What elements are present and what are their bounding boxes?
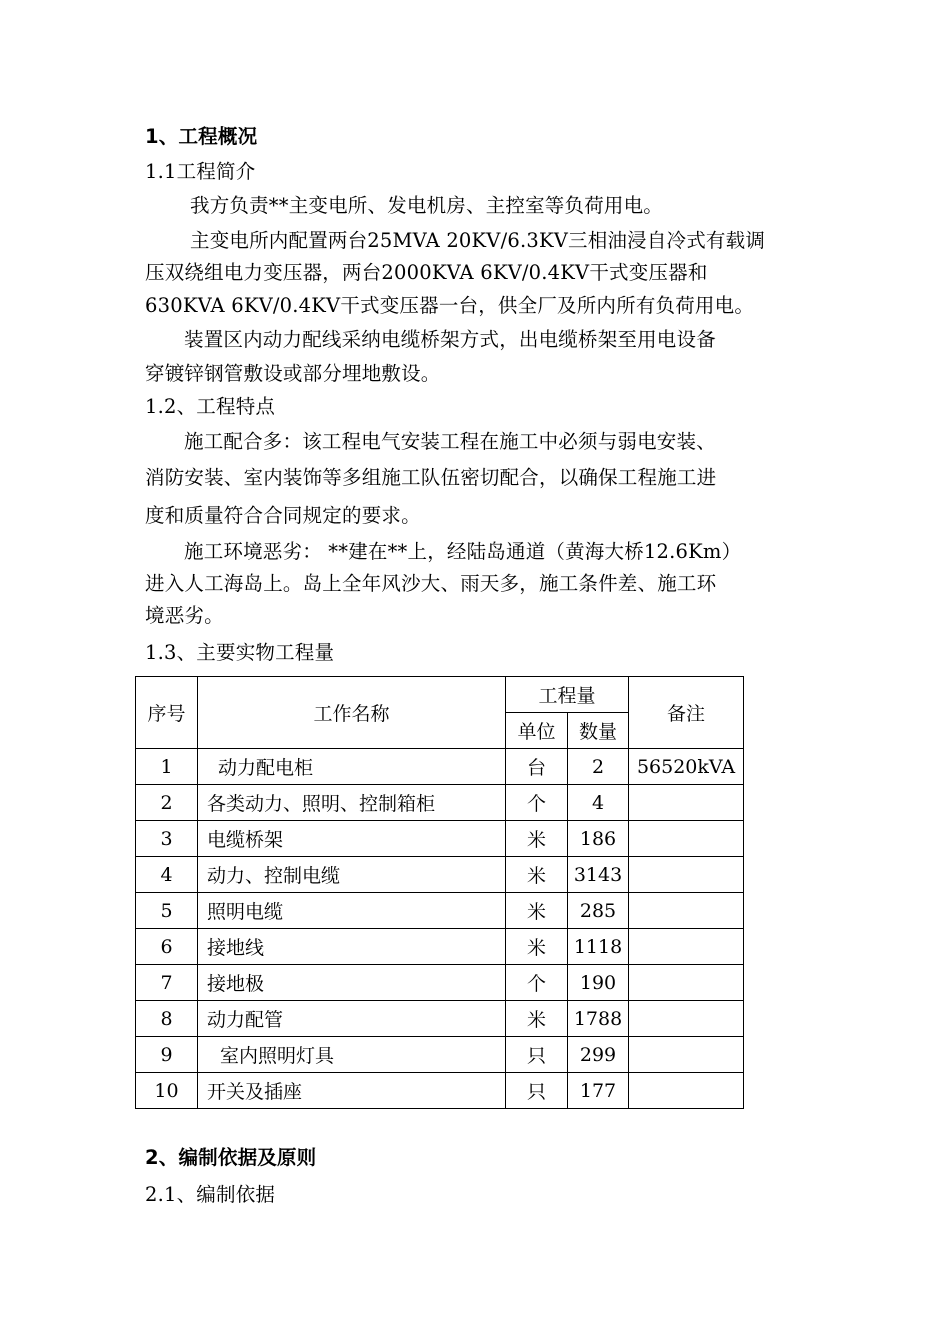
table-row — [136, 929, 744, 965]
cell-note — [629, 1001, 744, 1037]
cell-name: 照明电缆 — [198, 893, 506, 929]
table-row — [136, 965, 744, 1001]
table-row — [136, 1073, 744, 1109]
paragraph-text: 施工配合多：该工程电气安装工程在施工中必须与弱电安装、 — [184, 430, 716, 453]
cell-qty: 299 — [568, 1037, 629, 1073]
paragraph-text: 压双绕组电力变压器，两台2000KVA 6KV/0.4KV干式变压器和 — [145, 261, 708, 284]
cell-name: 动力、控制电缆 — [198, 857, 506, 893]
cell-no: 4 — [136, 857, 198, 893]
cell-qty: 186 — [568, 821, 629, 857]
cell-unit: 个 — [506, 965, 568, 1001]
cell-no: 5 — [136, 893, 198, 929]
cell-no: 7 — [136, 965, 198, 1001]
table-header-row — [136, 677, 744, 713]
paragraph-text: 消防安装、室内装饰等多组施工队伍密切配合，以确保工程施工进 — [145, 466, 717, 489]
cell-name: 接地线 — [198, 929, 506, 965]
paragraph-text: 装置区内动力配线采纳电缆桥架方式，出电缆桥架至用电设备 — [184, 328, 716, 351]
cell-qty: 2 — [568, 749, 629, 785]
cell-name: 动力配电柜 — [198, 749, 506, 785]
cell-note — [629, 893, 744, 929]
subsection-heading-1-2: 1.2、工程特点 — [145, 395, 276, 418]
cell-no: 9 — [136, 1037, 198, 1073]
cell-note — [629, 929, 744, 965]
cell-unit: 米 — [506, 857, 568, 893]
paragraph-text: 穿镀锌钢管敷设或部分埋地敷设。 — [145, 362, 441, 385]
cell-note — [629, 1073, 744, 1109]
subsection-heading-1-3: 1.3、主要实物工程量 — [145, 641, 335, 664]
table-row — [136, 785, 744, 821]
section-heading-1: 1、工程概况 — [145, 125, 258, 148]
header-quantity-group: 工程量 — [506, 677, 629, 713]
table-row — [136, 821, 744, 857]
header-qty: 数量 — [568, 713, 629, 749]
cell-note — [629, 785, 744, 821]
header-name: 工作名称 — [198, 677, 506, 749]
table-row — [136, 1037, 744, 1073]
table-row — [136, 749, 744, 785]
cell-note — [629, 965, 744, 1001]
cell-note: 56520kVA — [629, 749, 744, 785]
paragraph-text: 进入人工海岛上。岛上全年风沙大、雨天多，施工条件差、施工环 — [145, 572, 717, 595]
cell-unit: 个 — [506, 785, 568, 821]
cell-qty: 3143 — [568, 857, 629, 893]
paragraph-text: 我方负责**主变电所、发电机房、主控室等负荷用电。 — [190, 194, 664, 217]
subsection-heading-2-1: 2.1、编制依据 — [145, 1183, 276, 1206]
cell-note — [629, 821, 744, 857]
paragraph-text: 境恶劣。 — [145, 604, 224, 627]
subsection-heading-1-1: 1.1工程简介 — [145, 160, 256, 183]
cell-no: 10 — [136, 1073, 198, 1109]
cell-name: 各类动力、照明、控制箱柜 — [198, 785, 506, 821]
cell-unit: 米 — [506, 893, 568, 929]
header-unit: 单位 — [506, 713, 568, 749]
paragraph-text: 630KVA 6KV/0.4KV干式变压器一台，供全厂及所内所有负荷用电。 — [145, 294, 755, 317]
cell-name: 接地极 — [198, 965, 506, 1001]
cell-no: 1 — [136, 749, 198, 785]
cell-no: 3 — [136, 821, 198, 857]
table-row — [136, 1001, 744, 1037]
cell-qty: 4 — [568, 785, 629, 821]
cell-note — [629, 857, 744, 893]
cell-qty: 285 — [568, 893, 629, 929]
paragraph-text: 主变电所内配置两台25MVA 20KV/6.3KV三相油浸自冷式有载调 — [190, 229, 766, 252]
table-row — [136, 893, 744, 929]
cell-unit: 米 — [506, 929, 568, 965]
cell-qty: 1118 — [568, 929, 629, 965]
cell-name: 室内照明灯具 — [198, 1037, 506, 1073]
cell-no: 6 — [136, 929, 198, 965]
section-heading-2: 2、编制依据及原则 — [145, 1146, 317, 1169]
cell-name: 电缆桥架 — [198, 821, 506, 857]
cell-qty: 177 — [568, 1073, 629, 1109]
cell-no: 2 — [136, 785, 198, 821]
cell-unit: 米 — [506, 1001, 568, 1037]
cell-qty: 190 — [568, 965, 629, 1001]
paragraph-text: 施工环境恶劣： **建在**上，经陆岛通道（黄海大桥12.6Km） — [184, 540, 742, 563]
cell-no: 8 — [136, 1001, 198, 1037]
cell-unit: 只 — [506, 1073, 568, 1109]
cell-name: 开关及插座 — [198, 1073, 506, 1109]
paragraph-text: 度和质量符合合同规定的要求。 — [145, 504, 421, 527]
cell-name: 动力配管 — [198, 1001, 506, 1037]
cell-qty: 1788 — [568, 1001, 629, 1037]
header-no: 序号 — [136, 677, 198, 749]
header-note: 备注 — [629, 677, 744, 749]
quantity-table — [135, 676, 744, 1109]
cell-note — [629, 1037, 744, 1073]
table-row — [136, 857, 744, 893]
cell-unit: 台 — [506, 749, 568, 785]
cell-unit: 米 — [506, 821, 568, 857]
cell-unit: 只 — [506, 1037, 568, 1073]
